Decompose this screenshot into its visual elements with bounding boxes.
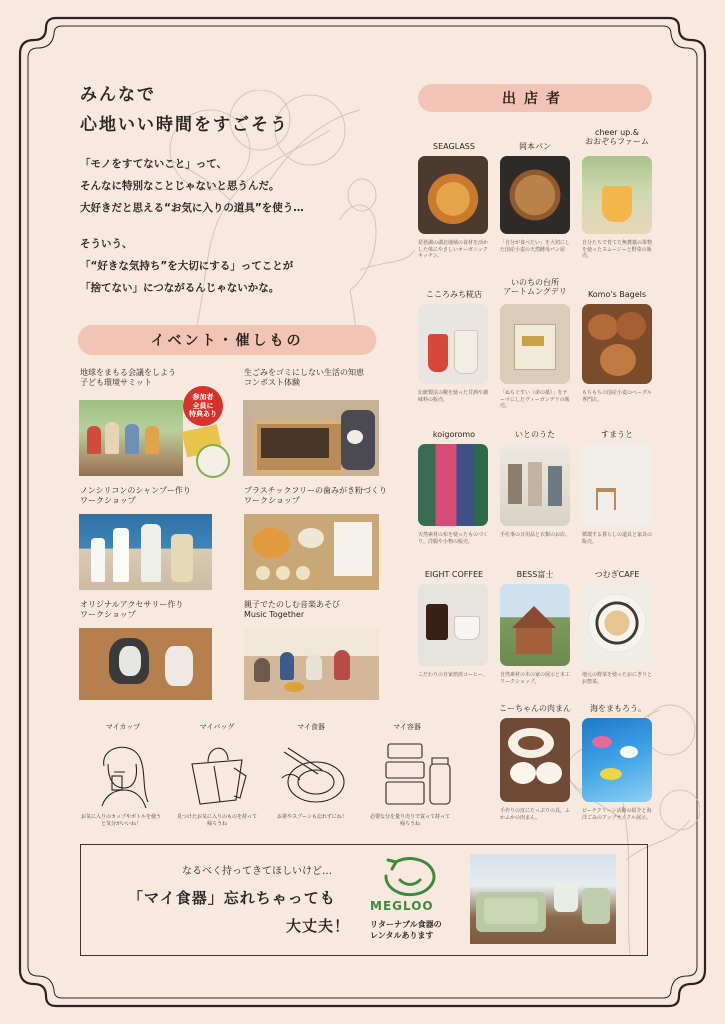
vendor-photo-umi-wo-mamorou xyxy=(582,718,652,802)
vendor-name-bess-fuji: BESS富士 xyxy=(516,570,554,579)
intro-body-line-2: そんなに特別なことじゃないと思うんだ。 xyxy=(80,180,280,192)
vendor-desc-bess-fuji: 自然素材の木の家の展示と木工ワークショップ。 xyxy=(500,672,571,685)
my-bag-desc: 見つけたお気に入りのものを持って帰ろうね xyxy=(176,814,257,827)
headline-line-2: 心地いい時間をすごそう xyxy=(80,115,289,135)
bottom-line-2: 「マイ食器」忘れちゃっても xyxy=(128,889,336,907)
my-container-desc: 必要な分を量り売りで買って持って帰ろうね xyxy=(369,814,450,827)
event-title-music: 親子でたのしむ音楽あそび Music Together xyxy=(244,600,340,620)
vendor-photo-sumaut xyxy=(582,444,652,526)
my-cup-desc: お気に入りのカップやボトルを使うと気分がいいね！ xyxy=(81,814,161,827)
vendor-desc-komos-bagels: もちもちの国産小麦のベーグル専門店。 xyxy=(582,390,652,403)
my-container-title: マイ容器 xyxy=(393,723,421,731)
vendor-photo-seaglass xyxy=(418,156,488,234)
vendor-name-itonouta: いとのうた xyxy=(515,430,555,439)
vendor-desc-seaglass: 琵琶湖の湖北地域の食材を活かした体にやさしいオーガニックキッチン。 xyxy=(418,240,489,259)
event-title-accessory: オリジナルアクセサリー作り ワークショップ xyxy=(80,600,184,620)
megloo-logo-icon xyxy=(378,856,440,898)
megloo-caption: リターナブル食器の レンタルあります xyxy=(370,920,442,940)
events-heading: イベント・催しもの xyxy=(78,325,376,355)
vendor-desc-eight-coffee: こだわりの自家焙煎コーヒー。 xyxy=(418,672,488,678)
vendor-name-kokoromichi: こころみち糀店 xyxy=(426,290,482,299)
vendor-desc-tsumugi-cafe: 地元の野菜を使ったおにぎりとお惣菜。 xyxy=(582,672,653,685)
my-dish-desc: お箸やスプーンも忘れずにね！ xyxy=(277,814,347,820)
event-title-shampoo: ノンシリコンのシャンプー作り ワークショップ xyxy=(80,486,191,506)
megloo-tableware-photo xyxy=(470,854,616,944)
vendor-name-komos-bagels: Komo's Bagels xyxy=(587,290,647,299)
vendor-desc-okamoto-pan: 「自分が食べたい」を大切にした国産小麦の天然酵母パン屋 xyxy=(500,240,571,253)
event-photo-compost xyxy=(243,400,379,476)
event-photo-accessory xyxy=(79,628,212,700)
vendor-photo-koigoromo xyxy=(418,444,488,526)
my-dish-title: マイ食器 xyxy=(297,723,325,731)
vendor-name-okamoto-pan: 岡本パン xyxy=(519,142,551,151)
event-title-compost: 生ごみをゴミにしない生活の知恵 コンポスト体験 xyxy=(244,368,364,388)
vendor-photo-tsumugi-cafe xyxy=(582,584,652,666)
bottom-line-1: なるべく持ってきてほしいけど… xyxy=(182,866,332,877)
vendor-photo-eight-coffee xyxy=(418,584,488,666)
my-cup-title: マイカップ xyxy=(105,723,141,731)
event-photo-music xyxy=(244,628,379,700)
vendor-desc-umi-wo-mamorou: ビーチクリーン活動の紹介と海洋ごみのアップサイクル展示。 xyxy=(582,808,652,821)
intro-body-line-1: 「モノをすてないこと」って、 xyxy=(80,158,227,170)
headline-line-1: みんなで xyxy=(80,85,156,105)
event-photo-summit xyxy=(79,400,183,476)
vendor-desc-art-mung-deli: 「ぬちぐすい（命の薬）」をテーマにしたヴィーガンデリの販売。 xyxy=(500,390,570,409)
event-title-toothpaste: プラスチックフリーの歯みがき粉づくり ワークショップ xyxy=(244,486,388,506)
special-gift-badge: 参加者 全員に 特典あり xyxy=(183,386,223,426)
vendor-name-eight-coffee: EIGHT COFFEE xyxy=(424,570,484,579)
megloo-brand: MEGLOO xyxy=(370,899,434,913)
vendor-desc-koigoromo: 天然素材の布を使ったものづくり。洋服や小物の販売。 xyxy=(418,532,489,545)
intro-body-line-5: 「“好きな気持ち”を大切にする」ってことが xyxy=(80,260,294,272)
my-bag-illustration xyxy=(184,738,252,810)
intro-body-line-6: 「捨てない」につながるんじゃないかな。 xyxy=(80,282,280,294)
event-photo-toothpaste xyxy=(244,514,379,590)
my-bag-title: マイバッグ xyxy=(199,723,235,731)
vendors-heading: 出店者 xyxy=(418,84,652,112)
vendor-photo-itonouta xyxy=(500,444,570,526)
vendor-desc-itonouta: 手仕事の日用品と衣類のお店。 xyxy=(500,532,571,538)
vendor-name-sumaut: すまうと xyxy=(601,430,633,439)
vendor-name-seaglass: SEAGLASS xyxy=(433,142,475,151)
my-cup-illustration xyxy=(92,736,154,810)
vendor-name-tsumugi-cafe: つむぎCAFE xyxy=(594,570,640,579)
vendor-name-art-mung-deli: いのちの台所 アートムングデリ xyxy=(503,278,567,297)
vendor-desc-kokoromichi: 伝統製法の糀を使った甘酒や調味料の販売。 xyxy=(418,390,489,403)
vendor-name-cheer-up: cheer up.& おおぞらファーム xyxy=(585,128,649,147)
event-photo-shampoo xyxy=(79,514,212,590)
intro-body-line-4: そういう、 xyxy=(80,238,133,250)
vendor-name-kochan-nikuman: こーちゃんの肉まん xyxy=(499,704,571,713)
my-container-illustration xyxy=(382,738,454,810)
event-title-summit: 地球をまもる会議をしよう 子ども環境サミット xyxy=(80,368,176,388)
vendor-photo-komos-bagels xyxy=(582,304,652,384)
gift-plate xyxy=(196,444,230,478)
vendor-name-koigoromo: koigoromo xyxy=(432,430,476,439)
vendor-photo-bess-fuji xyxy=(500,584,570,666)
vendor-name-umi-wo-mamorou: 海をまもろう。 xyxy=(590,704,646,713)
vendor-desc-sumaut: 循環する暮らしの道具と家具の販売。 xyxy=(582,532,653,545)
vendor-photo-kochan-nikuman xyxy=(500,718,570,802)
vendor-desc-kochan-nikuman: 手作りの皮にたっぷりの具。ふかふかの肉まん。 xyxy=(500,808,571,821)
vendor-photo-kokoromichi xyxy=(418,304,488,384)
vendor-photo-okamoto-pan xyxy=(500,156,570,234)
intro-body-line-3: 大好きだと思える“お気に入りの道具”を使う… xyxy=(80,202,304,214)
my-dish-illustration xyxy=(278,738,348,810)
vendor-photo-art-mung-deli xyxy=(500,304,570,384)
bottom-line-3: 大丈夫！ xyxy=(286,917,351,935)
vendor-desc-cheer-up: 自分たちで育てた無農薬の果物を使ったスムージーと野菜の販売。 xyxy=(582,240,652,259)
vendor-photo-cheer-up xyxy=(582,156,652,234)
